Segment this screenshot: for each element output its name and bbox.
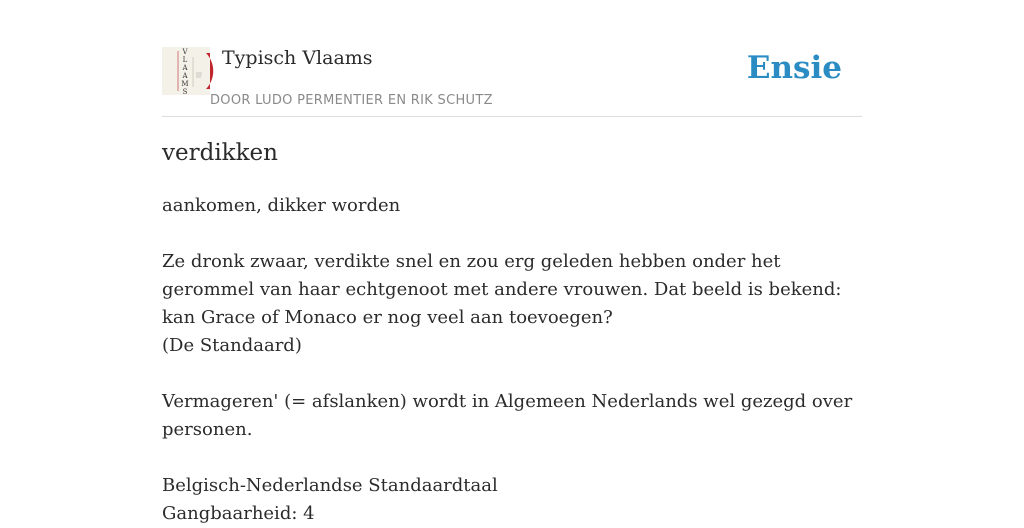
page-container (162, 0, 862, 524)
logo-letter: M (181, 80, 189, 88)
entry-example: Ze dronk zwaar, verdikte snel en zou erg geleden hebben onder het gerommel van haar echtgenoot met andere vrouwen. Dat beeld is bekend: kan Grace of Monaco er nog veel aan toevoegen? (162, 251, 842, 328)
entry-reference-detail: Gangbaarheid: 4 (162, 503, 315, 524)
logo-graphic (162, 47, 210, 95)
logo-letter: V (182, 48, 188, 56)
entry-body (162, 192, 862, 528)
logo-letter: S (182, 88, 188, 96)
logo-letter: A (182, 72, 188, 80)
logo-letter: A (182, 64, 188, 72)
entry-note: Vermageren' (= afslanken) wordt in Algemeen Nederlands wel gezegd over personen. (162, 391, 853, 440)
entry-term: verdikken (162, 140, 278, 166)
brand-logo-ensie[interactable]: Ensie (746, 50, 842, 86)
site-logo-avatar[interactable] (162, 47, 210, 95)
entry-source: (De Standaard) (162, 335, 302, 356)
entry-definition: aankomen, dikker worden (162, 195, 401, 216)
entry-reference-title: Belgisch-Nederlandse Standaardtaal (162, 475, 498, 496)
site-authors: DOOR LUDO PERMENTIER EN RIK SCHUTZ (210, 93, 493, 108)
site-title[interactable]: Typisch Vlaams (222, 47, 373, 69)
site-header (162, 0, 862, 117)
logo-letter: L (182, 56, 188, 64)
